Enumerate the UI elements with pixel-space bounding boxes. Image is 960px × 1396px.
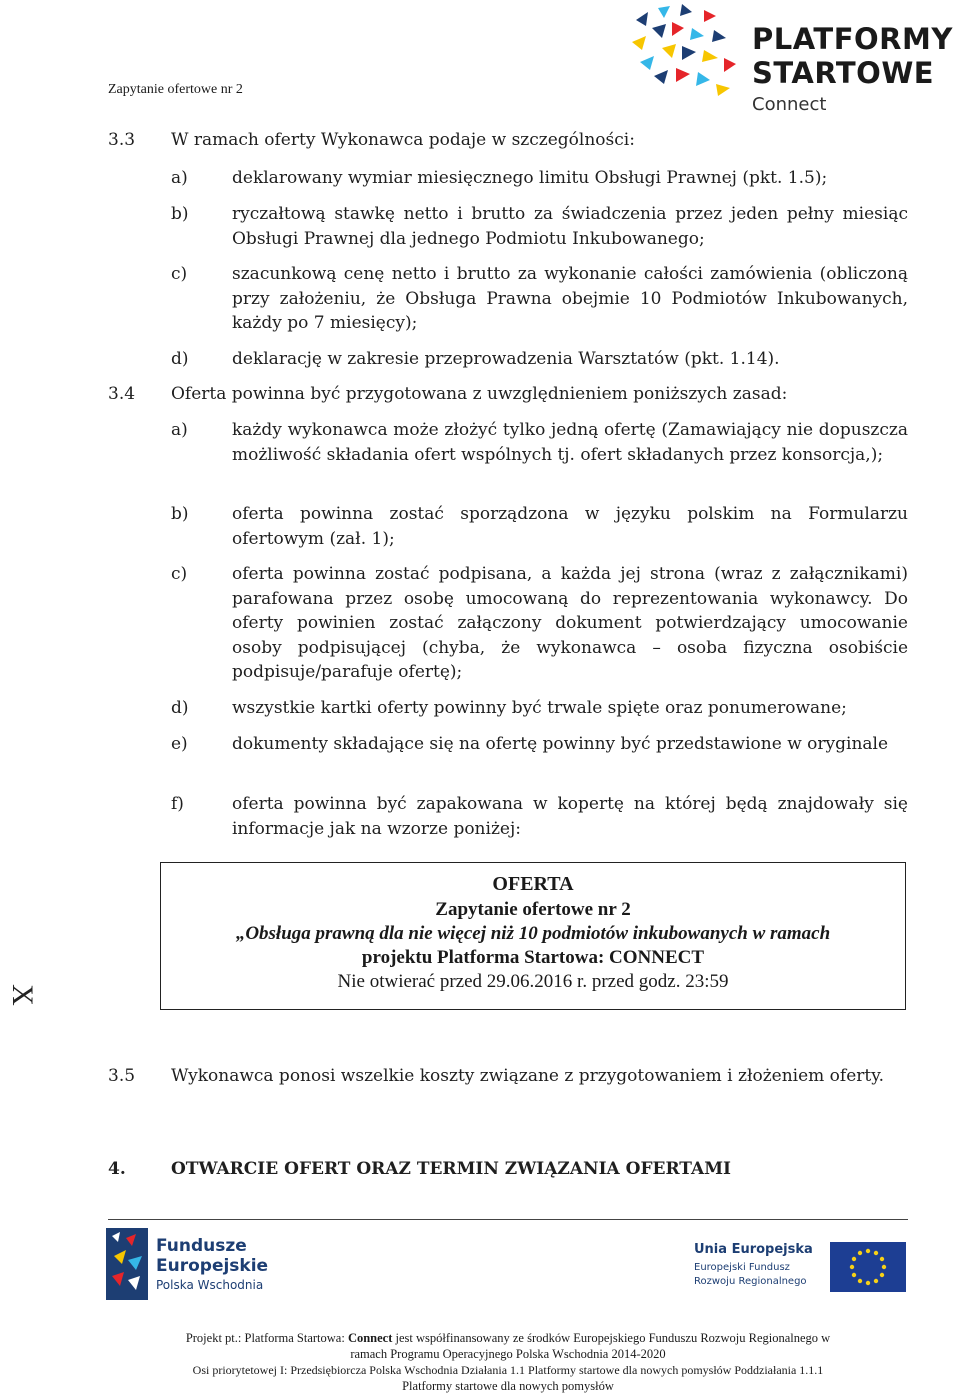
ue-logo-line-1: Unia Europejska (694, 1242, 813, 1257)
list-item-label: b) (171, 204, 189, 224)
section-intro: W ramach oferty Wykonawca podaje w szczególności: (171, 130, 635, 150)
list-item-text: oferta powinna zostać podpisana, a każda jej strona (wraz z załącznikami) parafowana przez osobę umocowaną do reprezentowania wykonawcy. Do oferty powinien zostać załączony dokument potwierdzający umocowanie osoby podpisującej (chyba, że wykonawca – osoba fizyczna osobiście podpisuje/parafuje ofertę); (232, 564, 908, 682)
fe-logo-line-2: Europejskie (156, 1256, 269, 1276)
list-item-label: d) (171, 349, 189, 369)
star-burst-icon (626, 2, 746, 98)
envelope-template-box (160, 862, 906, 1010)
platformy-startowe-logo (626, 2, 960, 114)
section-title: OTWARCIE OFERT ORAZ TERMIN ZWIĄZANIA OFERTAMI (171, 1159, 731, 1179)
list-item-text: deklarowany wymiar miesięcznego limitu Obsługi Prawnej (pkt. 1.5); (232, 168, 828, 188)
envelope-line-3: „Obsługa prawną dla nie więcej niż 10 podmiotów inkubowanych w ramach (235, 923, 831, 944)
fe-emblem-icon (106, 1226, 148, 1302)
section-intro: Oferta powinna być przygotowana z uwzględnieniem poniższych zasad: (171, 384, 788, 404)
list-item-text: deklarację w zakresie przeprowadzenia Warsztatów (pkt. 1.14). (232, 349, 780, 369)
section-number: 3.4 (108, 384, 136, 404)
list-item-label: b) (171, 504, 189, 524)
logo-line-2: STARTOWE (752, 56, 935, 90)
envelope-line-2: Zapytanie ofertowe nr 2 (435, 899, 631, 920)
footer-line-4: Platformy startowe dla nowych pomysłów (402, 1379, 614, 1393)
footer-divider (108, 1219, 908, 1220)
unia-europejska-logo (694, 1240, 908, 1300)
footer-line-1-prefix: Projekt pt.: Platforma Startowa: (185, 1331, 348, 1345)
ue-logo-line-2: Europejski Fundusz (694, 1262, 790, 1273)
footer-line-1-suffix: jest współfinansowany ze środków Europejskiego Funduszu Rozwoju Regionalnego w (392, 1331, 831, 1345)
list-item-label: c) (171, 564, 188, 584)
envelope-title: OFERTA (492, 873, 574, 895)
list-item-label: d) (171, 698, 189, 718)
list-item-label: e) (171, 734, 188, 754)
fe-logo-line-3: Polska Wschodnia (156, 1278, 264, 1292)
envelope-line-4: projektu Platforma Startowa: CONNECT (361, 947, 705, 968)
list-item-text: oferta powinna zostać sporządzona w języku polskim na Formularzu ofertowym (zał. 1); (232, 504, 908, 549)
list-item-text: dokumenty składające się na ofertę powinny być przedstawione w oryginale (232, 734, 889, 754)
footer-line-1-bold: Connect (347, 1331, 393, 1345)
logo-line-1: PLATFORMY (752, 22, 953, 56)
list-item-label: f) (171, 794, 184, 814)
document-header-label: Zapytanie ofertowe nr 2 (108, 82, 243, 97)
footer-line-2: ramach Programu Operacyjnego Polska Wschodnia 2014-2020 (350, 1347, 666, 1361)
list-item-text: każdy wykonawca może złożyć tylko jedną ofertę (Zamawiający nie dopuszcza możliwość składania ofert wspólnych tj. ofert składanych przez konsorcja,); (232, 420, 908, 465)
envelope-line-5: Nie otwierać przed 29.06.2016 r. przed godz. 23:59 (337, 971, 729, 992)
list-item-label: a) (171, 420, 188, 440)
ue-logo-line-3: Rozwoju Regionalnego (694, 1276, 807, 1287)
section-text: Wykonawca ponosi wszelkie koszty związane z przygotowaniem i złożeniem oferty. (171, 1066, 884, 1086)
section-number: 4. (108, 1159, 126, 1179)
footer-line-3: Osi priorytetowej I: Przedsiębiorcza Polska Wschodnia Działania 1.1 Platformy startowe dla nowych pomysłów Poddziałania 1.1.1 (192, 1363, 824, 1377)
fundusze-europejskie-logo (106, 1226, 346, 1302)
list-item-text: wszystkie kartki oferty powinny być trwale spięte oraz ponumerowane; (232, 698, 847, 718)
section-number: 3.5 (108, 1066, 136, 1086)
list-item-text: oferta powinna być zapakowana w kopertę na której będą znajdowały się informacje jak na wzorze poniżej: (232, 794, 908, 839)
list-item-label: a) (171, 168, 188, 188)
footer-line-1 (108, 1330, 908, 1346)
fe-logo-line-1: Fundusze (156, 1236, 247, 1256)
list-item-text: szacunkową cenę netto i brutto za wykonanie całości zamówienia (obliczoną przy założeniu, że Obsługa Prawna obejmie 10 Podmiotów Inkubowanych, każdy po 7 miesięcy); (232, 264, 908, 333)
logo-subtitle: Connect (752, 94, 827, 115)
cut-mark: X (6, 984, 39, 1006)
list-item-label: c) (171, 264, 188, 284)
list-item-text: ryczałtową stawkę netto i brutto za świadczenia przez jeden pełny miesiąc Obsługi Prawnej dla jednego Podmiotu Inkubowanego; (232, 204, 908, 249)
section-number: 3.3 (108, 130, 136, 150)
eu-flag-icon (830, 1242, 906, 1292)
